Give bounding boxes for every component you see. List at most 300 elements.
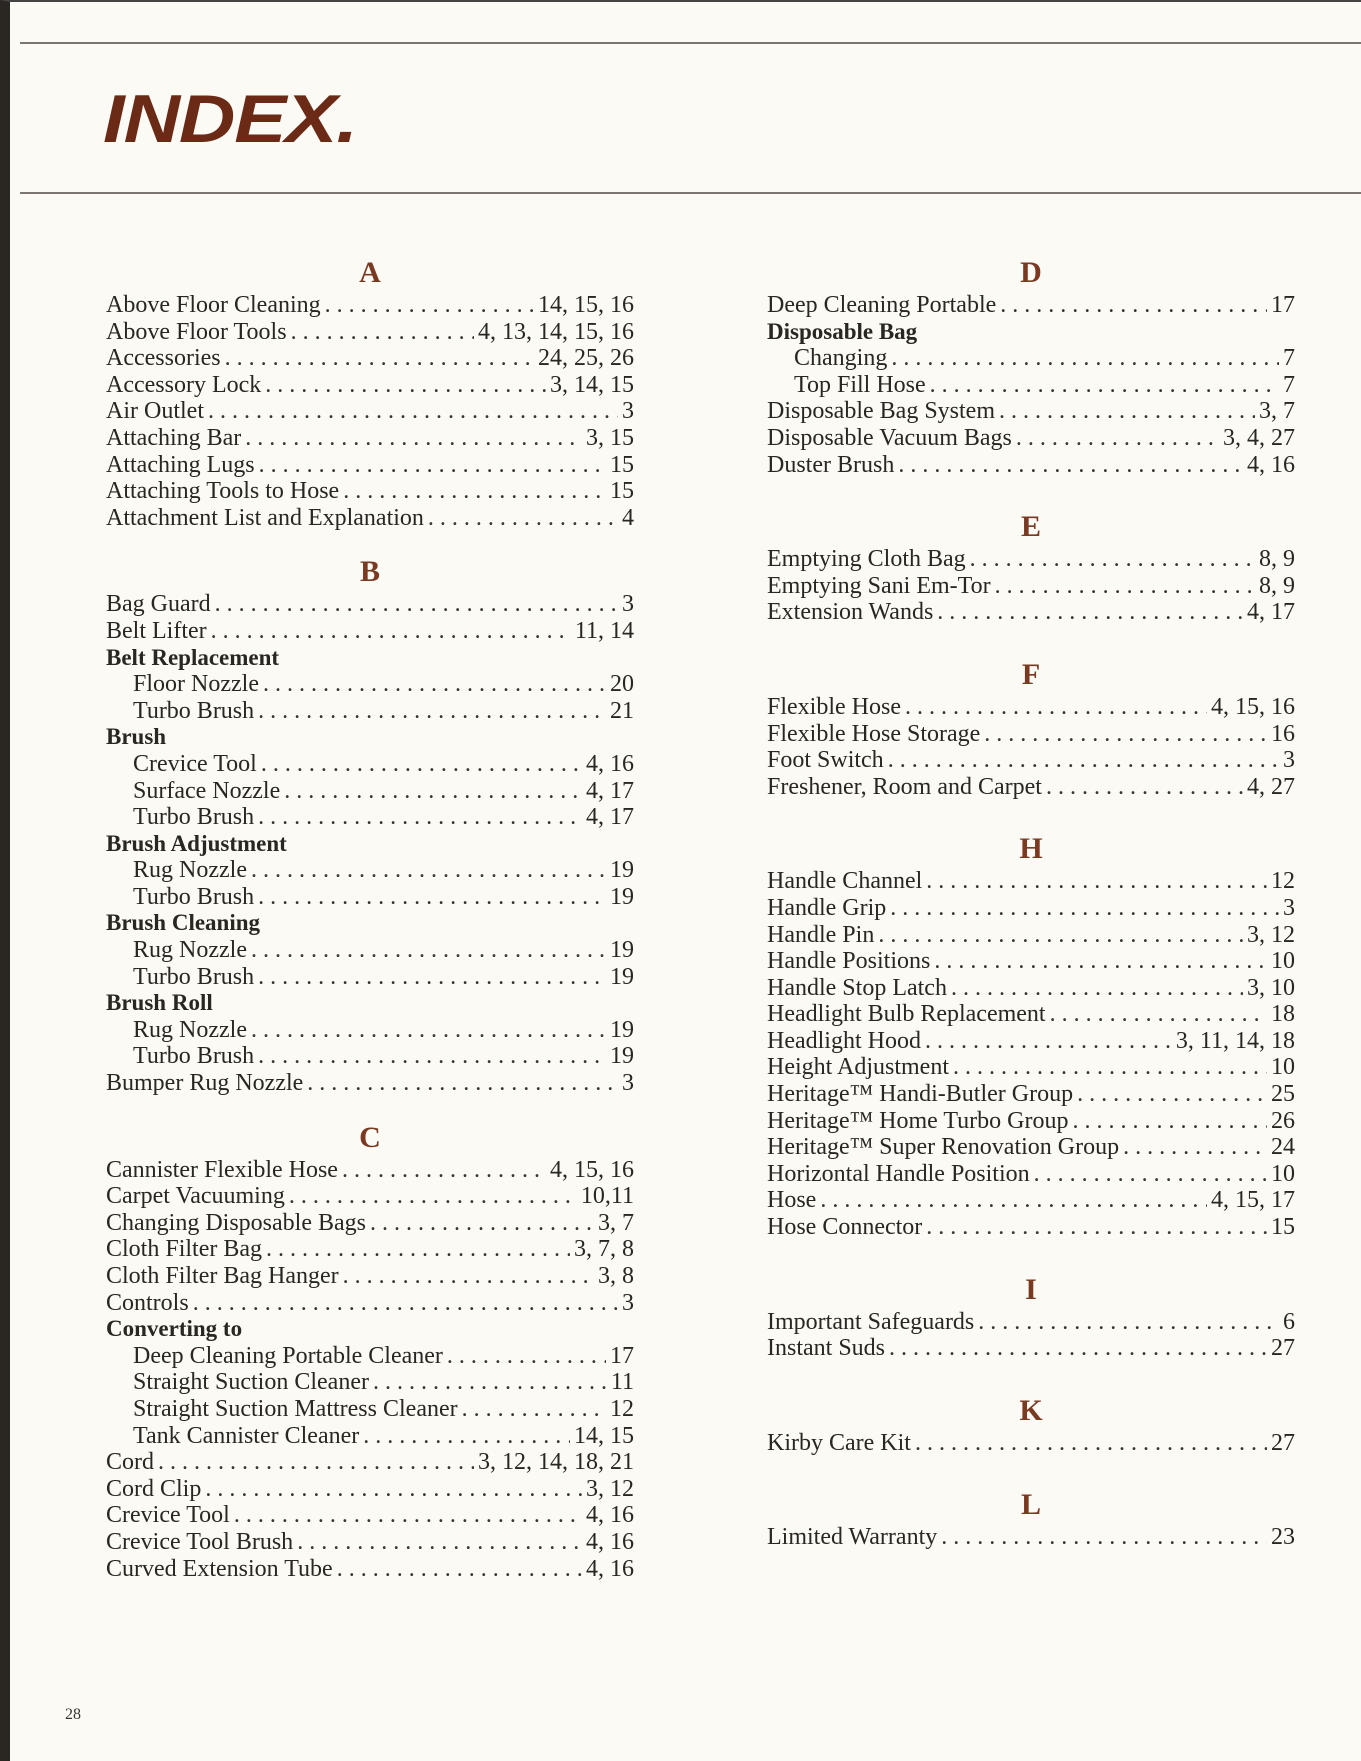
- dot-leader: [970, 546, 1255, 573]
- index-entry: [106, 618, 634, 645]
- entry-pages: 3, 7, 8: [574, 1236, 634, 1263]
- section-letter-h: H: [1019, 832, 1043, 866]
- dot-leader: [888, 747, 1279, 774]
- dot-leader: [263, 671, 606, 698]
- section-gap: [767, 626, 1295, 656]
- entry-pages: 3, 12: [1247, 921, 1295, 948]
- entry-term: Straight Suction Cleaner: [133, 1369, 369, 1396]
- entry-pages: 4, 16: [586, 1502, 634, 1529]
- dot-leader: [342, 1157, 546, 1184]
- dot-leader: [1016, 425, 1219, 452]
- dot-leader: [258, 804, 582, 831]
- index-subentry: [106, 1369, 634, 1396]
- dot-leader: [193, 1290, 618, 1317]
- dot-leader: [261, 751, 582, 778]
- entry-term: Heritage™ Home Turbo Group: [767, 1107, 1069, 1134]
- index-entry: [106, 1449, 634, 1476]
- entry-pages: 19: [610, 1043, 634, 1070]
- index-entry: [106, 345, 634, 372]
- entry-pages: 4, 16: [586, 1555, 634, 1582]
- entry-pages: 4, 17: [586, 804, 634, 831]
- index-entry: [767, 1001, 1295, 1028]
- section-letter-f: F: [1021, 657, 1041, 691]
- entry-pages: 3: [1283, 894, 1295, 921]
- dot-leader: [266, 1236, 570, 1263]
- dot-leader: [1123, 1134, 1267, 1161]
- index-entry: [106, 591, 634, 618]
- entry-pages: 4, 17: [1247, 599, 1295, 626]
- entry-pages: 3, 12: [586, 1475, 634, 1502]
- entry-pages: 4, 15, 16: [1211, 693, 1295, 720]
- entry-term: Heritage™ Super Renovation Group: [767, 1134, 1120, 1161]
- top-rule: [20, 42, 1361, 44]
- index-entry: [767, 747, 1295, 774]
- entry-pages: 8, 9: [1259, 546, 1295, 573]
- index-entry: [767, 1134, 1295, 1161]
- dot-leader: [978, 1309, 1279, 1336]
- entry-pages: 11: [610, 1369, 634, 1396]
- dot-leader: [251, 937, 606, 964]
- entry-term: Horizontal Handle Position: [767, 1160, 1030, 1187]
- index-entry: [767, 922, 1295, 949]
- dot-leader: [915, 1430, 1267, 1457]
- entry-pages: 16: [1271, 720, 1295, 747]
- entry-term: Flexible Hose: [767, 693, 901, 720]
- entry-term: Changing Disposable Bags: [106, 1209, 366, 1236]
- dot-leader: [251, 857, 606, 884]
- index-entry: [767, 1309, 1295, 1336]
- entry-term: Cord Clip: [106, 1475, 202, 1502]
- dot-leader: [325, 292, 534, 319]
- entry-term: Belt Lifter: [106, 617, 207, 644]
- dot-leader: [158, 1449, 474, 1476]
- entry-term: Turbo Brush: [133, 697, 255, 724]
- dot-leader: [284, 778, 582, 805]
- dot-leader: [373, 1369, 607, 1396]
- entry-pages: 3: [622, 398, 634, 425]
- index-entry: [767, 452, 1295, 479]
- entry-term: Above Floor Cleaning: [106, 292, 321, 318]
- index-entry: [106, 292, 634, 319]
- entry-pages: 3, 15: [586, 424, 634, 451]
- page-number: 28: [65, 1706, 81, 1723]
- entry-term: Turbo Brush: [133, 963, 255, 990]
- entry-pages: 3: [622, 1289, 634, 1316]
- page-title: INDEX.: [103, 81, 357, 157]
- index-entry: [106, 1502, 634, 1529]
- section-gap: [767, 1456, 1295, 1486]
- entry-pages: 3: [622, 1070, 634, 1097]
- index-subentry: [106, 937, 634, 964]
- entry-term: Carpet Vacuuming: [106, 1183, 285, 1210]
- entry-pages: 3: [622, 591, 634, 618]
- entry-pages: 21: [610, 697, 634, 724]
- index-entry: [767, 694, 1295, 721]
- index-entry: [767, 1214, 1295, 1241]
- dot-leader: [447, 1343, 606, 1370]
- entry-term: Rug Nozzle: [133, 857, 247, 884]
- index-entry: [106, 505, 634, 532]
- entry-term: Extension Wands: [767, 599, 934, 626]
- index-entry: [106, 1157, 634, 1184]
- entry-term: Surface Nozzle: [133, 777, 281, 804]
- dot-leader: [258, 884, 606, 911]
- entry-pages: 17: [610, 1342, 634, 1369]
- index-group-heading: Converting to: [106, 1316, 243, 1342]
- entry-pages: 23: [1271, 1524, 1295, 1551]
- entry-pages: 27: [1271, 1335, 1295, 1362]
- dot-leader: [941, 1524, 1267, 1551]
- index-entry: [106, 1556, 634, 1583]
- index-subentry: [106, 1017, 634, 1044]
- entry-term: Attaching Bar: [106, 424, 242, 451]
- entry-term: Attachment List and Explanation: [106, 504, 424, 531]
- dot-leader: [258, 698, 606, 725]
- entry-pages: 3, 10: [1247, 974, 1295, 1001]
- index-entry: [767, 292, 1295, 319]
- entry-term: Top Fill Hose: [794, 371, 926, 398]
- entry-term: Controls: [106, 1289, 189, 1316]
- dot-leader: [934, 948, 1267, 975]
- index-entry: [767, 1524, 1295, 1551]
- entry-term: Attaching Lugs: [106, 451, 255, 478]
- entry-pages: 4, 15, 17: [1211, 1187, 1295, 1214]
- index-entry: [767, 948, 1295, 975]
- entry-pages: 26: [1271, 1107, 1295, 1134]
- dot-leader: [291, 319, 474, 346]
- entry-term: Changing: [794, 345, 888, 372]
- index-entry: [106, 1070, 634, 1097]
- entry-term: Rug Nozzle: [133, 1016, 247, 1043]
- index-entry: [767, 1430, 1295, 1457]
- entry-pages: 4, 16: [1247, 451, 1295, 478]
- entry-pages: 19: [610, 937, 634, 964]
- entry-term: Handle Grip: [767, 894, 887, 921]
- dot-leader: [984, 721, 1267, 748]
- dot-leader: [1073, 1108, 1268, 1135]
- entry-term: Duster Brush: [767, 451, 895, 478]
- dot-leader: [208, 398, 618, 425]
- entry-term: Cloth Filter Bag Hanger: [106, 1263, 339, 1289]
- index-group-heading: Belt Replacement: [106, 644, 280, 670]
- index-entry: [767, 425, 1295, 452]
- entry-term: Rug Nozzle: [133, 937, 247, 964]
- header-rule: [20, 192, 1361, 194]
- dot-leader: [343, 478, 606, 505]
- index-group-heading: Brush Roll: [106, 990, 213, 1016]
- index-entry: [106, 398, 634, 425]
- entry-term: Turbo Brush: [133, 804, 255, 831]
- dot-leader: [215, 591, 618, 618]
- dot-leader: [1034, 1161, 1267, 1188]
- dot-leader: [820, 1187, 1207, 1214]
- entry-term: Emptying Cloth Bag: [767, 546, 966, 573]
- index-entry: [767, 546, 1295, 573]
- dot-leader: [878, 922, 1243, 949]
- entry-pages: 17: [1271, 292, 1295, 318]
- entry-term: Hose: [767, 1187, 817, 1214]
- dot-leader: [462, 1396, 606, 1423]
- entry-pages: 3, 7: [1259, 398, 1295, 425]
- dot-leader: [891, 345, 1279, 372]
- entry-term: Cord: [106, 1449, 154, 1476]
- dot-leader: [951, 975, 1243, 1002]
- entry-term: Handle Pin: [767, 921, 875, 948]
- entry-pages: 12: [610, 1395, 634, 1422]
- dot-leader: [337, 1556, 582, 1583]
- entry-term: Floor Nozzle: [133, 671, 259, 698]
- section-letter-i: I: [1025, 1272, 1037, 1306]
- entry-term: Tank Cannister Cleaner: [133, 1422, 360, 1449]
- section-letter-c: C: [359, 1120, 381, 1154]
- entry-term: Heritage™ Handi-Butler Group: [767, 1081, 1074, 1108]
- entry-term: Kirby Care Kit: [767, 1429, 911, 1456]
- section-gap: [106, 531, 634, 553]
- section-gap: [767, 1362, 1295, 1392]
- entry-pages: 7: [1283, 371, 1295, 398]
- entry-pages: 4, 16: [586, 750, 634, 777]
- section-letter-e: E: [1020, 510, 1041, 544]
- dot-leader: [999, 398, 1255, 425]
- index-group-heading: Brush: [106, 724, 167, 750]
- entry-term: Limited Warranty: [767, 1524, 938, 1551]
- section-gap: [767, 478, 1295, 508]
- index-entry: [106, 1529, 634, 1556]
- entry-pages: 15: [1271, 1214, 1295, 1241]
- entry-term: Foot Switch: [767, 747, 884, 774]
- entry-term: Instant Suds: [767, 1335, 886, 1362]
- index-subentry: [106, 1396, 634, 1423]
- entry-pages: 10: [1271, 948, 1295, 975]
- section-letter-l: L: [1020, 1488, 1041, 1522]
- dot-leader: [258, 1043, 606, 1070]
- entry-term: Handle Channel: [767, 868, 923, 895]
- entry-pages: 4, 13, 14, 15, 16: [478, 318, 634, 345]
- entry-term: Emptying Sani Em-Tor: [767, 572, 991, 599]
- dot-leader: [307, 1070, 618, 1097]
- dot-leader: [289, 1183, 577, 1210]
- index-entry: [106, 478, 634, 505]
- section-letter-a: A: [359, 256, 381, 289]
- entry-term: Freshener, Room and Carpet: [767, 773, 1042, 800]
- section-letter-d: D: [1020, 256, 1042, 289]
- dot-leader: [930, 372, 1279, 399]
- section-gap: [767, 1241, 1295, 1271]
- entry-term: Flexible Hose Storage: [767, 720, 981, 747]
- entry-pages: 19: [610, 857, 634, 884]
- entry-pages: 19: [610, 963, 634, 990]
- index-entry: [106, 452, 634, 479]
- entry-term: Deep Cleaning Portable: [767, 292, 997, 318]
- index-entry: [767, 1335, 1295, 1362]
- entry-pages: 19: [610, 883, 634, 910]
- index-group-heading: Disposable Bag: [767, 318, 918, 344]
- entry-term: Cannister Flexible Hose: [106, 1156, 338, 1183]
- dot-leader: [953, 1054, 1267, 1081]
- entry-pages: 4, 27: [1247, 773, 1295, 800]
- section-letter-k: K: [1019, 1393, 1043, 1427]
- index-entry: [106, 1290, 634, 1317]
- index-subentry: [106, 804, 634, 831]
- dot-leader: [890, 895, 1279, 922]
- entry-term: Bag Guard: [106, 591, 211, 618]
- entry-pages: 4, 15, 16: [550, 1156, 634, 1183]
- entry-pages: 3, 7: [598, 1209, 634, 1236]
- index-entry: [767, 1028, 1295, 1055]
- entry-term: Important Safeguards: [767, 1308, 975, 1335]
- entry-term: Bumper Rug Nozzle: [106, 1070, 304, 1097]
- index-entry: [106, 1263, 634, 1290]
- dot-leader: [1046, 774, 1243, 801]
- entry-term: Attaching Tools to Hose: [106, 478, 340, 505]
- entry-term: Handle Positions: [767, 948, 931, 975]
- index-column-right: [767, 254, 1295, 1551]
- index-entry: [106, 372, 634, 399]
- entry-term: Disposable Bag System: [767, 398, 995, 425]
- entry-pages: 14, 15, 16: [538, 292, 634, 318]
- index-group-heading: Brush Adjustment: [106, 830, 287, 856]
- entry-pages: 12: [1271, 868, 1295, 895]
- entry-pages: 14, 15: [574, 1422, 634, 1449]
- index-entry: [106, 1476, 634, 1503]
- entry-pages: 19: [610, 1016, 634, 1043]
- entry-pages: 3, 8: [598, 1263, 634, 1289]
- entry-pages: 7: [1283, 345, 1295, 372]
- dot-leader: [1000, 292, 1267, 319]
- entry-pages: 4, 16: [586, 1528, 634, 1555]
- index-entry: [767, 1054, 1295, 1081]
- index-entry: [106, 319, 634, 346]
- dot-leader: [926, 868, 1267, 895]
- entry-pages: 18: [1271, 1001, 1295, 1028]
- index-column-left: [106, 254, 634, 1582]
- entry-pages: 20: [610, 671, 634, 698]
- entry-term: Crevice Tool: [133, 750, 257, 777]
- dot-leader: [926, 1214, 1267, 1241]
- entry-pages: 4: [622, 504, 634, 531]
- index-entry: [106, 425, 634, 452]
- index-entry: [767, 1081, 1295, 1108]
- entry-term: Curved Extension Tube: [106, 1555, 333, 1582]
- dot-leader: [937, 599, 1243, 626]
- entry-pages: 8, 9: [1259, 572, 1295, 599]
- index-subentry: [767, 345, 1295, 372]
- entry-term: Deep Cleaning Portable Cleaner: [133, 1342, 443, 1369]
- index-subentry: [106, 884, 634, 911]
- entry-term: Crevice Tool Brush: [106, 1528, 294, 1555]
- entry-term: Air Outlet: [106, 398, 204, 425]
- index-entry: [106, 1210, 634, 1237]
- entry-pages: 3, 14, 15: [550, 371, 634, 398]
- dot-leader: [245, 425, 582, 452]
- entry-term: Disposable Vacuum Bags: [767, 424, 1012, 451]
- entry-pages: 27: [1271, 1429, 1295, 1456]
- dot-leader: [363, 1423, 570, 1450]
- dot-leader: [1077, 1081, 1267, 1108]
- index-subentry: [106, 964, 634, 991]
- entry-pages: 3, 11, 14, 18: [1175, 1027, 1295, 1054]
- dot-leader: [205, 1476, 582, 1503]
- section-gap: [106, 1097, 634, 1119]
- index-group-heading: Brush Cleaning: [106, 910, 261, 936]
- dot-leader: [428, 505, 618, 532]
- entry-pages: 10: [1271, 1054, 1295, 1081]
- dot-leader: [258, 964, 606, 991]
- entry-term: Handle Stop Latch: [767, 974, 947, 1001]
- dot-leader: [297, 1529, 582, 1556]
- dot-leader: [925, 1028, 1172, 1055]
- entry-term: Height Adjustment: [767, 1054, 949, 1081]
- entry-term: Turbo Brush: [133, 1043, 255, 1070]
- entry-pages: 4, 17: [586, 777, 634, 804]
- entry-pages: 15: [610, 478, 634, 505]
- entry-term: Accessories: [106, 345, 221, 372]
- section-letter-b: B: [359, 555, 380, 589]
- entry-pages: 25: [1271, 1081, 1295, 1108]
- index-subentry: [106, 671, 634, 698]
- dot-leader: [370, 1210, 594, 1237]
- dot-leader: [898, 452, 1243, 479]
- entry-term: Headlight Bulb Replacement: [767, 1001, 1046, 1028]
- dot-leader: [905, 694, 1207, 721]
- entry-pages: 3, 4, 27: [1223, 424, 1295, 451]
- dot-leader: [251, 1017, 606, 1044]
- index-subentry: [106, 698, 634, 725]
- entry-pages: 6: [1283, 1308, 1295, 1335]
- index-entry: [767, 1187, 1295, 1214]
- entry-pages: 24, 25, 26: [538, 345, 634, 372]
- index-entry: [106, 1236, 634, 1263]
- index-subentry: [106, 857, 634, 884]
- entry-pages: 10,11: [580, 1183, 634, 1210]
- entry-term: Headlight Hood: [767, 1027, 921, 1054]
- index-subentry: [767, 372, 1295, 399]
- index-subentry: [106, 1423, 634, 1450]
- dot-leader: [265, 372, 546, 399]
- dot-leader: [259, 452, 606, 479]
- entry-pages: 3, 12, 14, 18, 21: [478, 1449, 634, 1476]
- entry-pages: 15: [610, 451, 634, 478]
- entry-pages: 10: [1271, 1160, 1295, 1187]
- section-gap: [767, 800, 1295, 830]
- index-entry: [767, 1108, 1295, 1135]
- dot-leader: [889, 1335, 1267, 1362]
- entry-pages: 3: [1283, 747, 1295, 774]
- dot-leader: [225, 345, 534, 372]
- dot-leader: [1050, 1001, 1267, 1028]
- dot-leader: [343, 1263, 594, 1290]
- index-entry: [767, 868, 1295, 895]
- entry-pages: 11, 14: [574, 617, 634, 644]
- index-entry: [767, 573, 1295, 600]
- entry-term: Crevice Tool: [106, 1502, 230, 1529]
- entry-term: Hose Connector: [767, 1214, 923, 1241]
- index-entry: [767, 895, 1295, 922]
- index-entry: [767, 975, 1295, 1002]
- entry-term: Straight Suction Mattress Cleaner: [133, 1395, 458, 1422]
- index-subentry: [106, 751, 634, 778]
- dot-leader: [995, 573, 1255, 600]
- entry-pages: 24: [1271, 1134, 1295, 1161]
- index-subentry: [106, 778, 634, 805]
- entry-term: Above Floor Tools: [106, 318, 287, 345]
- index-entry: [767, 721, 1295, 748]
- index-entry: [767, 1161, 1295, 1188]
- entry-term: Accessory Lock: [106, 371, 262, 398]
- index-entry: [767, 599, 1295, 626]
- index-entry: [106, 1183, 634, 1210]
- entry-term: Turbo Brush: [133, 883, 255, 910]
